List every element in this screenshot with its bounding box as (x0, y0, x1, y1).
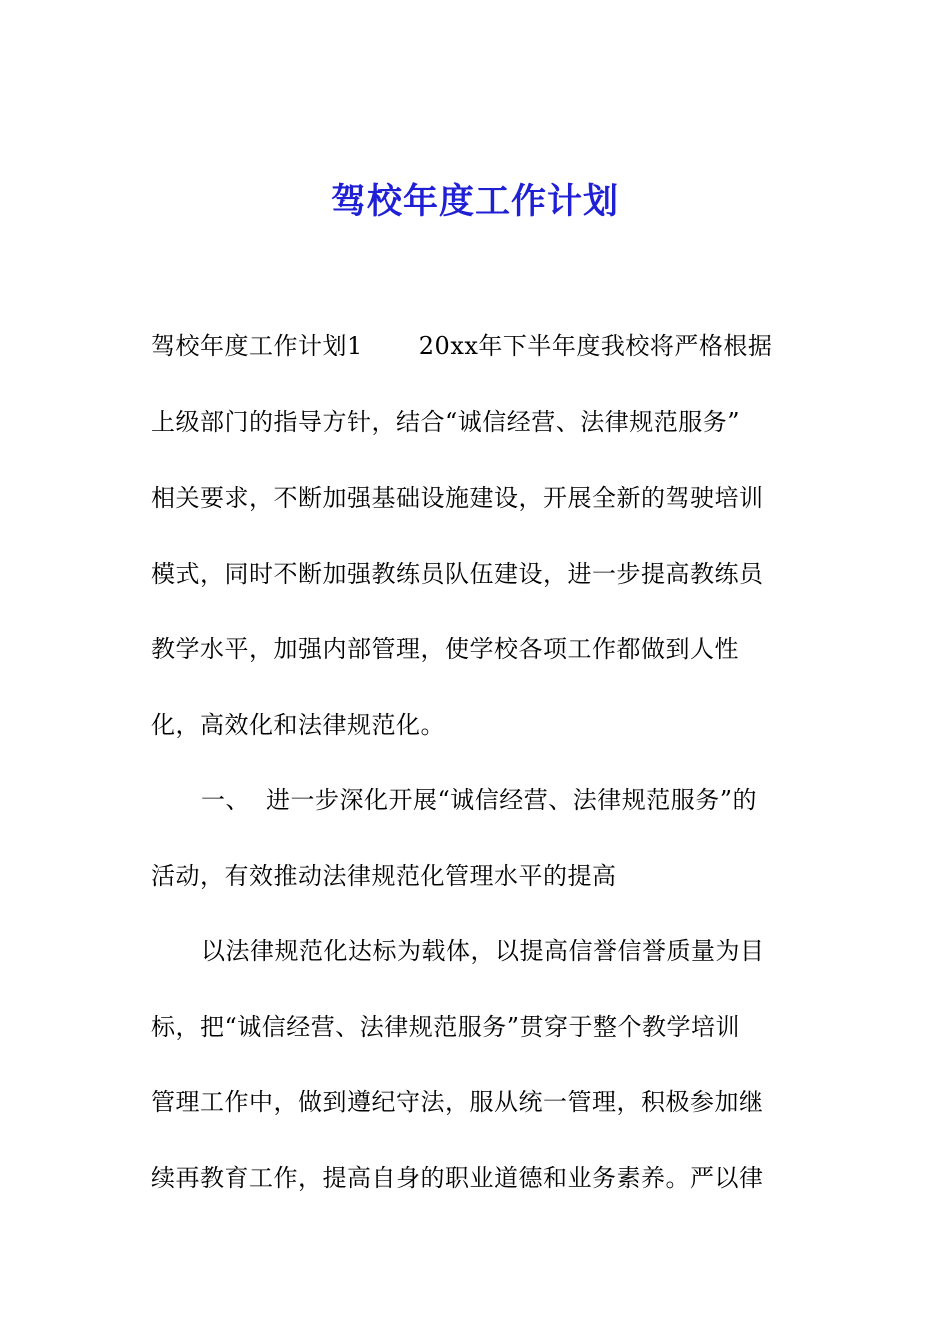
section-heading-text: 进一步深化开展“诚信经营、法律规范服务”的 (266, 786, 758, 814)
paragraph-2-line-4: 续再教育工作，提高自身的职业道德和业务素养。严以律 (151, 1164, 764, 1192)
section-heading-1 (151, 782, 757, 818)
heading-prefix: 驾校年度工作计划1 (151, 332, 363, 360)
document-title: 驾校年度工作计划 (330, 181, 619, 222)
paragraph-line-2: 上级部门的指导方针，结合“诚信经营、法律规范服务” (151, 408, 741, 436)
paragraph-2-line-3: 管理工作中，做到遵纪守法，服从统一管理，积极参加继 (151, 1088, 764, 1116)
paragraph-line-4: 模式，同时不断加强教练员队伍建设，进一步提高教练员 (151, 560, 764, 588)
paragraph-line-5: 教学水平，加强内部管理，使学校各项工作都做到人性 (151, 635, 739, 663)
paragraph-2-line-2: 标，把“诚信经营、法律规范服务”贯穿于整个教学培训 (151, 1013, 741, 1041)
section-heading-continued: 活动，有效推动法律规范化管理水平的提高 (151, 862, 617, 890)
paragraph-line-3: 相关要求，不断加强基础设施建设，开展全新的驾驶培训 (151, 484, 764, 512)
section-number: 一、 (201, 786, 250, 814)
paragraph-line-1 (151, 328, 772, 364)
line-text: 以法律规范化达标为载体，以提高信誉信誉质量为目 (201, 937, 765, 965)
paragraph-line-6: 化，高效化和法律规范化。 (151, 711, 445, 739)
paragraph-2-line-1 (151, 933, 765, 969)
line-text: 20xx年下半年度我校将严格根据 (418, 332, 773, 360)
